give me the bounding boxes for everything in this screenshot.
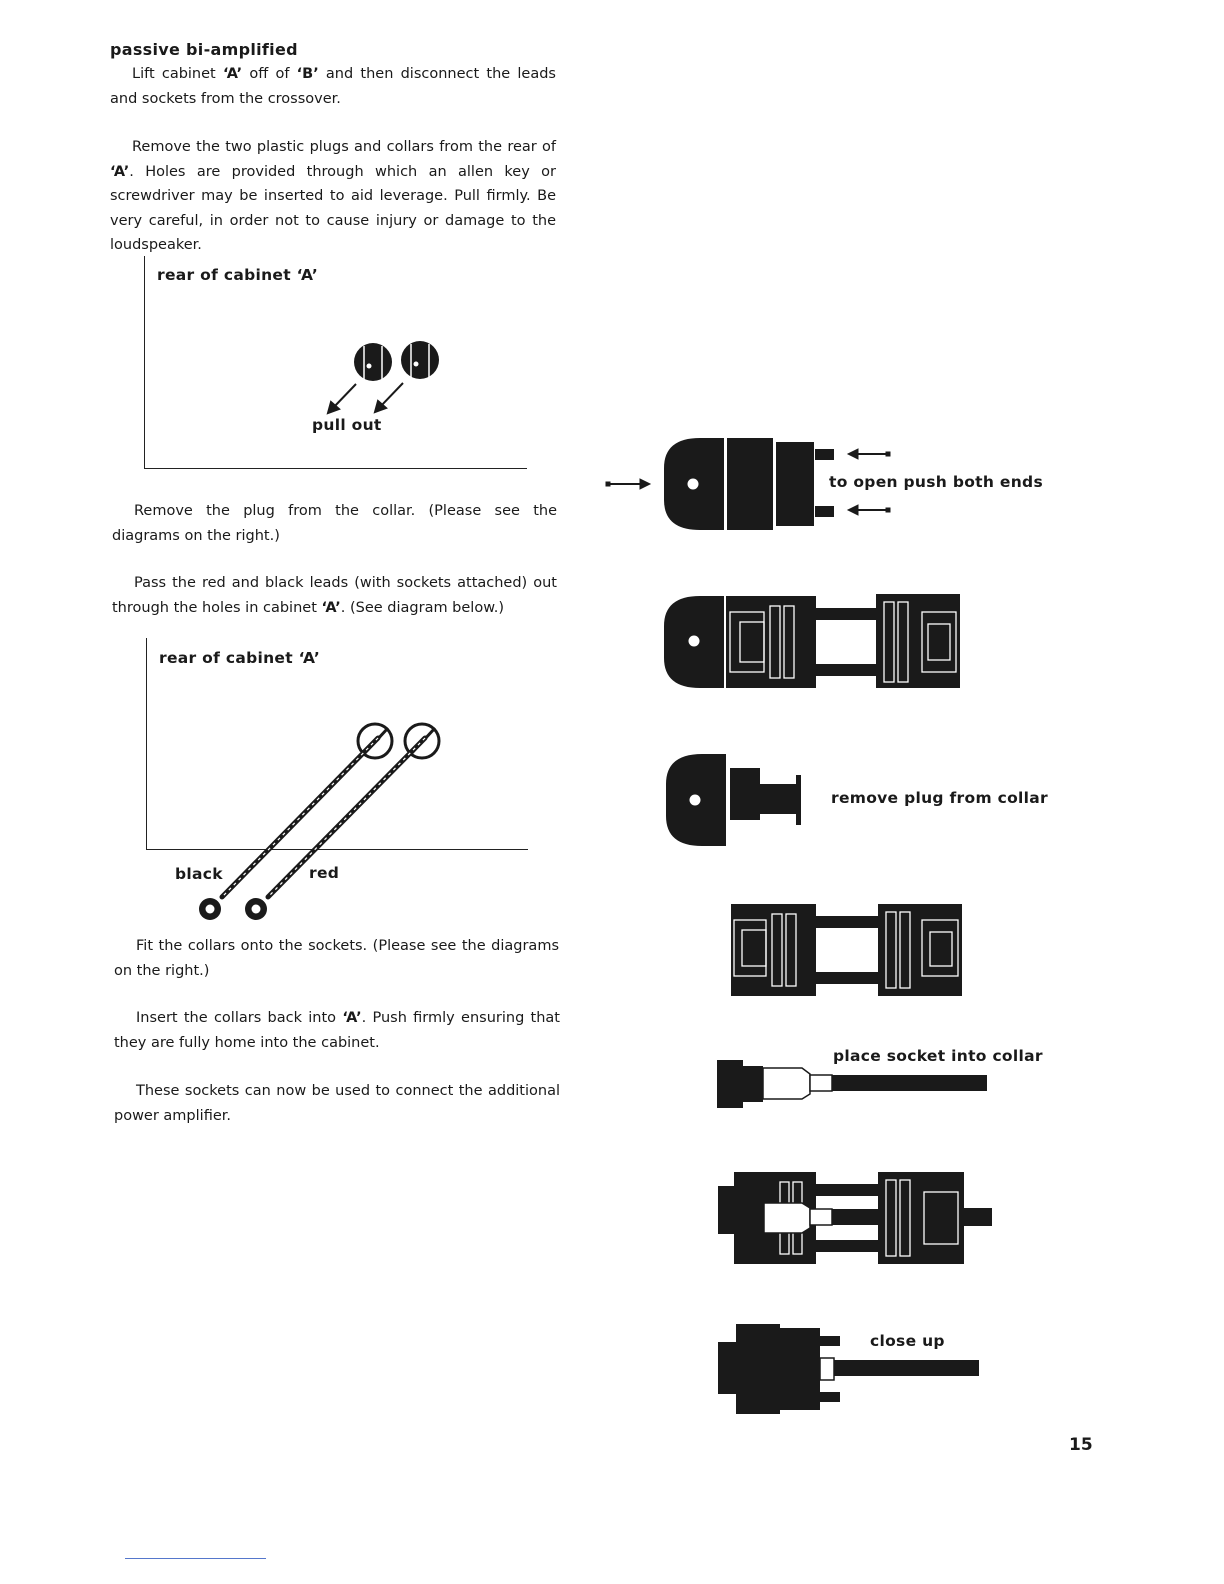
pull-out-label: pull out xyxy=(312,416,382,434)
diagram-1-title: rear of cabinet ‘A’ xyxy=(157,266,319,284)
push-arrow-icon xyxy=(606,479,650,489)
step-place-diagram xyxy=(717,1060,987,1108)
diagram-2-title: rear of cabinet ‘A’ xyxy=(159,649,321,667)
step-close-label: close up xyxy=(870,1332,945,1350)
paragraph-3: Remove the plug from the collar. (Please see the diagrams on the right.) xyxy=(112,503,557,544)
step-remove-diagram xyxy=(666,754,801,846)
paragraph-5: Fit the collars onto the sockets. (Please see the diagrams on the right.) xyxy=(114,938,559,979)
paragraph-2: Remove the two plastic plugs and collars from the rear of ‘A’. Holes are provided through which an allen key or screwdriver may be inserted to aid leverage. Pull firmly. Be very careful, in order not to cause injury or damage to the loudspeaker. xyxy=(110,139,556,253)
step-assembled-diagram xyxy=(664,594,960,688)
paragraph-1: Lift cabinet ‘A’ off of ‘B’ and then disconnect the leads and sockets from the crossover. xyxy=(110,66,556,107)
step-collar-diagram xyxy=(731,904,962,996)
step-place-label: place socket into collar xyxy=(833,1047,1043,1065)
footer-rule xyxy=(125,1558,266,1559)
page-number: 15 xyxy=(1069,1435,1093,1455)
red-lead-label: red xyxy=(309,864,340,882)
section-title: passive bi-amplified xyxy=(110,40,298,59)
step-open-label: to open push both ends xyxy=(829,473,1043,491)
paragraph-4: Pass the red and black leads (with sockets attached) out through the holes in cabinet ‘A’. (See diagram below.) xyxy=(112,575,557,616)
step-inserted-diagram xyxy=(718,1172,992,1264)
black-lead-label: black xyxy=(175,865,223,883)
paragraph-7: These sockets can now be used to connect the additional power amplifier. xyxy=(114,1083,560,1124)
step-remove-label: remove plug from collar xyxy=(831,789,1048,807)
paragraph-6: Insert the collars back into ‘A’. Push firmly ensuring that they are fully home into the cabinet. xyxy=(114,1010,560,1051)
